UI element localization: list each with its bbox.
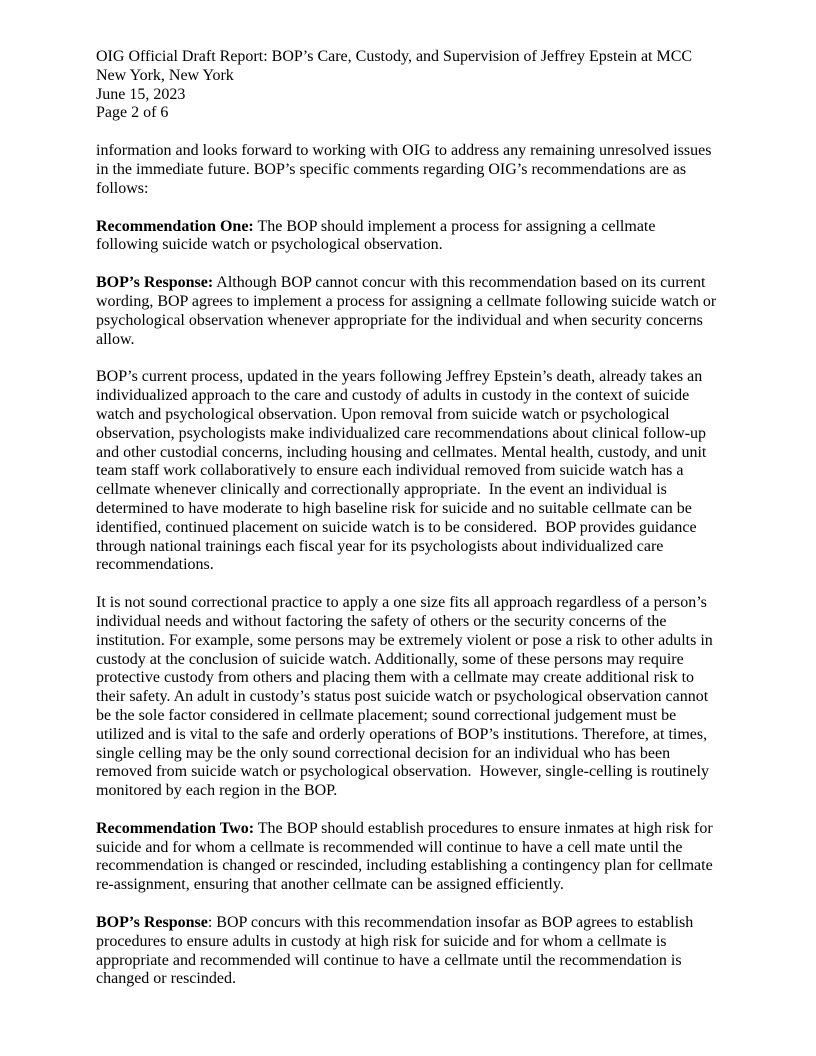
paragraph-text: It is not sound correctional practice to apply a one size fits all approach regardless of a person’s individual needs and without factoring the safety of others or the security concerns of the institution. For example, some persons may be extremely violent or pose a risk to other adults in custody at the conclusion of suicide watch. Additionally, some of these persons may require protective custody from others and placing them with a cellmate may create additional risk to their safety. An adult in custody’s status post suicide watch or psychological observation cannot be the sole factor considered in cellmate placement; sound correctional judgement must be utilized and is vital to the safe and orderly operations of BOP’s institutions. Therefore, at times, single celling may be the only sound correctional decision for an individual who has been removed from suicide watch or psychological observation. However, single-celling is routinely monitored by each region in the BOP. xyxy=(96,594,717,800)
paragraph xyxy=(96,594,720,801)
paragraph xyxy=(96,914,720,989)
paragraph-text: : BOP concurs with this recommendation insofar as BOP agrees to establish procedures to ensure adults in custody at high risk for suicide and for whom a cellmate is appropriate and recommended will continue to have a cellmate until the recommendation is changed or rescinded. xyxy=(96,914,698,988)
paragraph-lead: BOP’s Response: xyxy=(96,274,214,292)
paragraph-lead: BOP’s Response xyxy=(96,914,208,932)
paragraph xyxy=(96,142,720,198)
paragraph-text: The BOP should implement a process for assigning a cellmate following suicide watch or psychological observation. xyxy=(96,217,660,254)
header-title: OIG Official Draft Report: BOP’s Care, Custody, and Supervision of Jeffrey Epstein at MCC New York, New York xyxy=(96,48,693,84)
paragraph xyxy=(96,368,720,575)
paragraph-text: BOP’s current process, updated in the years following Jeffrey Epstein’s death, already takes an individualized approach to the care and custody of adults in custody in the context of suicide watch and psychological observation. Upon removal from suicide watch or psychological observation, psychologists make individualized care recommendations about clinical follow-up and other custodial concerns, including housing and cellmates. Mental health, custody, and unit team staff work collaboratively to ensure each individual removed from suicide watch has a cellmate whenever clinically and correctionally appropriate. In the event an individual is determined to have moderate to high baseline risk for suicide and no suitable cellmate can be identified, continued placement on suicide watch is to be considered. BOP provides guidance through national trainings each fiscal year for its psychologists about individualized care recommendations. xyxy=(96,368,711,574)
paragraph xyxy=(96,820,720,895)
paragraph xyxy=(96,218,720,256)
paragraph xyxy=(96,274,720,349)
paragraph-text: The BOP should establish procedures to ensure inmates at high risk for suicide and for whom a cellmate is recommended will continue to have a cell mate until the recommendation is changed or rescinded, including establishing a contingency plan for cellmate re-assignment, ensuring that another cellmate can be assigned efficiently. xyxy=(96,819,717,894)
paragraph-lead: Recommendation One: xyxy=(96,217,254,235)
document-body xyxy=(96,142,720,989)
document-header xyxy=(96,48,720,123)
paragraph-lead: Recommendation Two: xyxy=(96,819,255,837)
header-page-number: Page 2 of 6 xyxy=(96,104,169,122)
paragraph-text: Although BOP cannot concur with this recommendation based on its current wording, BOP agrees to implement a process for assigning a cellmate following suicide watch or psychological observation whenever appropriate for the individual and when security concerns allow. xyxy=(96,274,721,348)
paragraph-text: information and looks forward to working with OIG to address any remaining unresolved issues in the immediate future. BOP’s specific comments regarding OIG’s recommendations are as follows: xyxy=(96,142,716,197)
header-date: June 15, 2023 xyxy=(96,85,186,103)
